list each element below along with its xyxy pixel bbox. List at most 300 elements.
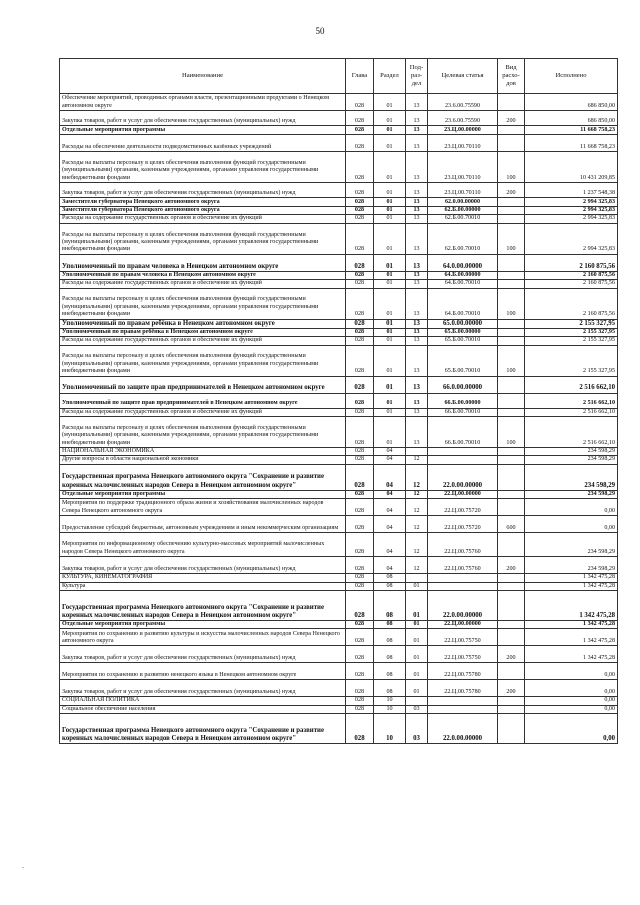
row-executed: 0,00 [525,499,618,516]
row-expense-type [498,629,525,646]
row-chapter: 028 [346,198,374,207]
row-subsection: 01 [406,621,428,629]
row-executed: 2 994 325,83 [525,223,618,254]
row-executed: 0,00 [525,680,618,697]
row-executed: 2 155 327,95 [525,345,618,376]
row-name: Мероприятия по сохранению и развитию культуры и искусства малочисленных народов Севера Ненецкого автономного округа [60,629,346,646]
row-chapter: 028 [346,328,374,336]
row-expense-type: 100 [498,223,525,254]
row-expense-type [498,215,525,223]
row-target-article: 66.Б.00.70010 [428,417,498,448]
table-row [60,557,618,574]
row-target-article [428,582,498,590]
row-chapter: 028 [346,697,374,705]
row-name: Закупка товаров, работ и услуг для обеспечения государственных (муниципальных) нужд [60,183,346,198]
row-subsection: 13 [406,328,428,336]
row-chapter: 028 [346,288,374,319]
table-header-row [60,59,618,94]
row-section: 04 [374,533,406,557]
table-row [60,697,618,705]
table-row [60,621,618,629]
row-chapter: 028 [346,345,374,376]
row-name: Расходы на выплаты персоналу в целях обеспечения выполнения функций государственными (муниципальными) органами, казенными учреждениями, органами управления государственными внебюджетными фондами [60,417,346,448]
row-target-article: 62.Б.00.70010 [428,223,498,254]
row-executed: 2 160 875,56 [525,254,618,271]
table-row [60,663,618,680]
row-chapter: 028 [346,152,374,183]
row-target-article: 66.Б.00.70010 [428,408,498,416]
row-subsection: 13 [406,288,428,319]
row-chapter: 028 [346,94,374,111]
row-name: Мероприятия по сохранению и развитию ненецкого языка в Ненецком автономном округе [60,663,346,680]
row-expense-type [498,135,525,152]
row-chapter: 028 [346,646,374,663]
row-expense-type [498,337,525,345]
row-section: 01 [374,183,406,198]
row-subsection [406,574,428,582]
row-expense-type [498,328,525,336]
row-name: Социальное обеспечение населения [60,705,346,713]
row-target-article: 65.Б.00.70010 [428,337,498,345]
row-target-article: 22.Ц.00.75780 [428,663,498,680]
row-target-article: 22.0.00.00000 [428,464,498,490]
row-name: СОЦИАЛЬНАЯ ПОЛИТИКА [60,697,346,705]
row-subsection: 13 [406,376,428,393]
row-subsection: 13 [406,94,428,111]
row-section: 01 [374,280,406,288]
row-chapter: 028 [346,680,374,697]
row-chapter: 028 [346,319,374,328]
row-subsection: 03 [406,705,428,713]
row-target-article: 22.Ц.00.75720 [428,499,498,516]
row-executed: 2 994 325,83 [525,215,618,223]
table-row [60,328,618,336]
row-target-article: 23.6.00.75590 [428,111,498,126]
row-expense-type [498,198,525,207]
row-section: 01 [374,319,406,328]
row-expense-type: 100 [498,417,525,448]
row-chapter: 028 [346,271,374,279]
row-subsection: 01 [406,591,428,621]
table-row [60,280,618,288]
row-target-article: 22.Ц.00.00000 [428,621,498,629]
row-chapter: 028 [346,215,374,223]
row-expense-type [498,697,525,705]
row-subsection: 13 [406,319,428,328]
row-expense-type: 200 [498,680,525,697]
row-name: Расходы на выплаты персоналу в целях обеспечения выполнения функций государственными (муниципальными) органами, казенными учреждениями, органами управления государственными внебюджетными фондами [60,223,346,254]
table-row [60,393,618,408]
row-executed: 2 155 327,95 [525,337,618,345]
row-chapter: 028 [346,207,374,215]
row-chapter: 028 [346,417,374,448]
row-name: Уполномоченный по правам человека в Ненецком автономном округе [60,254,346,271]
row-section: 01 [374,94,406,111]
row-executed: 234 598,29 [525,557,618,574]
table-row [60,288,618,319]
row-target-article: 22.Ц.00.75760 [428,557,498,574]
row-name: Отдельные мероприятия программы [60,490,346,498]
row-subsection [406,448,428,456]
row-name: КУЛЬТУРА, КИНЕМАТОГРАФИЯ [60,574,346,582]
table-row [60,337,618,345]
row-target-article [428,697,498,705]
row-expense-type: 100 [498,345,525,376]
row-name: Культура [60,582,346,590]
row-chapter: 028 [346,499,374,516]
row-name: Уполномоченный по правам человека в Ненецком автономном округе [60,271,346,279]
row-chapter: 028 [346,111,374,126]
row-executed: 234 598,29 [525,456,618,464]
row-section: 01 [374,417,406,448]
table-row [60,94,618,111]
row-name: Уполномоченный по правам ребёнка в Ненецком автономном округе [60,328,346,336]
row-subsection [406,697,428,705]
row-name: Государственная программа Ненецкого автономного округа "Сохранение и развитие коренных малочисленных народов Севера в Ненецком автономном округе" [60,464,346,490]
row-subsection: 12 [406,533,428,557]
table-row [60,417,618,448]
table-row [60,215,618,223]
table-row [60,448,618,456]
row-executed: 0,00 [525,697,618,705]
row-chapter: 028 [346,183,374,198]
row-section: 01 [374,152,406,183]
row-expense-type [498,705,525,713]
row-executed: 1 342 475,28 [525,574,618,582]
row-chapter: 028 [346,705,374,713]
row-target-article: 23.Ц.00.70110 [428,152,498,183]
row-section: 01 [374,135,406,152]
header-chapter: Глава [346,59,374,94]
row-target-article: 22.Ц.00.75720 [428,516,498,533]
row-subsection: 13 [406,337,428,345]
budget-execution-table [59,58,618,744]
row-executed: 2 994 325,83 [525,198,618,207]
row-subsection: 13 [406,393,428,408]
row-target-article [428,574,498,582]
row-expense-type: 200 [498,646,525,663]
row-target-article: 64.Б.00.70010 [428,280,498,288]
table-row [60,135,618,152]
row-expense-type [498,207,525,215]
row-subsection: 13 [406,207,428,215]
table-row [60,499,618,516]
row-section: 08 [374,591,406,621]
row-name: Отдельные мероприятия программы [60,621,346,629]
row-executed: 0,00 [525,705,618,713]
row-executed: 234 598,29 [525,464,618,490]
row-name: Обеспечение мероприятий, проводимых органами власти, презентационными продуктами о Ненецком автономном округе [60,94,346,111]
row-executed: 1 237 548,38 [525,183,618,198]
row-chapter: 028 [346,591,374,621]
row-chapter: 028 [346,337,374,345]
row-target-article: 64.0.00.00000 [428,254,498,271]
margin-mark: . [22,861,24,870]
row-subsection: 12 [406,490,428,498]
row-expense-type [498,490,525,498]
row-subsection: 13 [406,135,428,152]
table-row [60,591,618,621]
row-name: Закупка товаров, работ и услуг для обеспечения государственных (муниципальных) нужд [60,680,346,697]
row-section: 01 [374,393,406,408]
row-executed: 2 994 325,83 [525,207,618,215]
row-name: Предоставление субсидий бюджетным, автономным учреждениям и иным некоммерческим организациям [60,516,346,533]
row-executed: 2 160 875,56 [525,288,618,319]
row-name: Закупка товаров, работ и услуг для обеспечения государственных (муниципальных) нужд [60,646,346,663]
table-row [60,152,618,183]
row-target-article: 22.Ц.00.75750 [428,646,498,663]
row-target-article: 66.0.00.00000 [428,376,498,393]
row-chapter: 028 [346,393,374,408]
table-row [60,456,618,464]
table-row [60,714,618,744]
row-section: 10 [374,714,406,744]
row-target-article [428,705,498,713]
table-row [60,223,618,254]
row-expense-type [498,280,525,288]
row-chapter: 028 [346,376,374,393]
row-section: 08 [374,646,406,663]
row-target-article: 62.Б.00.70010 [428,215,498,223]
row-executed: 1 342 475,28 [525,591,618,621]
table-row [60,271,618,279]
row-name: Расходы на содержание государственных органов и обеспечение их функций [60,215,346,223]
table-row [60,516,618,533]
row-target-article: 22.Ц.00.75780 [428,680,498,697]
row-subsection: 03 [406,714,428,744]
row-chapter: 028 [346,456,374,464]
row-target-article [428,448,498,456]
row-executed: 0,00 [525,516,618,533]
row-chapter: 028 [346,629,374,646]
header-subsection: Под- раз- дел [406,59,428,94]
row-executed: 1 342 475,28 [525,629,618,646]
row-chapter: 028 [346,516,374,533]
row-name: Государственная программа Ненецкого автономного округа "Сохранение и развитие коренных малочисленных народов Севера в Ненецком автономном округе" [60,591,346,621]
row-name: Уполномоченный по правам ребёнка в Ненецком автономном округе [60,319,346,328]
table-row [60,574,618,582]
row-section: 10 [374,705,406,713]
row-chapter: 028 [346,408,374,416]
row-section: 01 [374,111,406,126]
table-row [60,126,618,135]
row-subsection: 12 [406,557,428,574]
row-target-article: 65.Б.00.00000 [428,328,498,336]
row-target-article: 65.Б.00.70010 [428,345,498,376]
row-target-article: 65.0.00.00000 [428,319,498,328]
row-target-article: 62.Б.00.00000 [428,207,498,215]
row-name: Отдельные мероприятия программы [60,126,346,135]
table-row [60,183,618,198]
row-expense-type: 100 [498,288,525,319]
table-row [60,207,618,215]
row-executed: 2 155 327,95 [525,319,618,328]
row-section: 04 [374,557,406,574]
row-chapter: 028 [346,714,374,744]
row-section: 04 [374,448,406,456]
row-executed: 2 160 875,56 [525,280,618,288]
table-row [60,646,618,663]
row-chapter: 028 [346,490,374,498]
row-target-article: 62.0.00.00000 [428,198,498,207]
row-executed: 686 850,00 [525,111,618,126]
row-section: 01 [374,223,406,254]
row-target-article: 22.Ц.00.75760 [428,533,498,557]
row-executed: 11 668 758,23 [525,135,618,152]
row-executed: 2 516 662,10 [525,393,618,408]
row-subsection: 13 [406,345,428,376]
row-section: 01 [374,345,406,376]
row-section: 04 [374,490,406,498]
table-row [60,254,618,271]
row-section: 04 [374,499,406,516]
header-expense-type: Вид расхо- дов [498,59,525,94]
row-expense-type [498,582,525,590]
row-executed: 234 598,29 [525,533,618,557]
row-section: 01 [374,328,406,336]
row-section: 08 [374,680,406,697]
row-executed: 1 342 475,28 [525,646,618,663]
row-target-article: 22.Ц.00.75750 [428,629,498,646]
row-subsection: 01 [406,629,428,646]
row-name: Расходы на обеспечение деятельности подведомственных казённых учреждений [60,135,346,152]
row-section: 01 [374,376,406,393]
table-row [60,111,618,126]
row-section: 04 [374,516,406,533]
table-row [60,345,618,376]
row-name: Закупка товаров, работ и услуг для обеспечения государственных (муниципальных) нужд [60,557,346,574]
row-chapter: 028 [346,448,374,456]
table-row [60,408,618,416]
row-executed: 2 516 662,10 [525,408,618,416]
row-executed: 2 160 875,56 [525,271,618,279]
row-name: Расходы на содержание государственных органов и обеспечение их функций [60,337,346,345]
row-expense-type [498,319,525,328]
row-executed: 2 516 662,10 [525,417,618,448]
row-subsection: 13 [406,223,428,254]
row-expense-type [498,574,525,582]
header-section: Раздел [374,59,406,94]
row-chapter: 028 [346,582,374,590]
row-expense-type [498,591,525,621]
row-subsection: 01 [406,680,428,697]
row-expense-type [498,376,525,393]
table-row [60,705,618,713]
row-chapter: 028 [346,621,374,629]
row-subsection: 12 [406,499,428,516]
row-expense-type [498,448,525,456]
row-name: НАЦИОНАЛЬНАЯ ЭКОНОМИКА [60,448,346,456]
row-name: Государственная программа Ненецкого автономного округа "Сохранение и развитие коренных малочисленных народов Севера в Ненецком автономном округе" [60,714,346,744]
row-expense-type [498,499,525,516]
row-expense-type [498,254,525,271]
row-name: Другие вопросы в области национальной экономики [60,456,346,464]
row-executed: 2 155 327,95 [525,328,618,336]
row-subsection: 13 [406,408,428,416]
row-subsection: 13 [406,198,428,207]
row-expense-type [498,271,525,279]
row-section: 04 [374,456,406,464]
row-target-article: 66.Б.00.00000 [428,393,498,408]
row-subsection: 13 [406,271,428,279]
row-section: 08 [374,621,406,629]
row-name: Уполномоченный по защите прав предпринимателей в Ненецком автономном округе [60,393,346,408]
row-section: 01 [374,337,406,345]
row-executed: 0,00 [525,663,618,680]
row-executed: 2 516 662,10 [525,376,618,393]
row-section: 10 [374,697,406,705]
row-target-article [428,456,498,464]
row-chapter: 028 [346,557,374,574]
row-target-article: 23.Ц.00.70110 [428,183,498,198]
row-subsection: 01 [406,646,428,663]
row-subsection: 13 [406,254,428,271]
row-expense-type [498,621,525,629]
row-name: Расходы на выплаты персоналу в целях обеспечения выполнения функций государственными (муниципальными) органами, казенными учреждениями, органами управления государственными внебюджетными фондами [60,152,346,183]
row-expense-type [498,533,525,557]
row-subsection: 13 [406,152,428,183]
row-chapter: 028 [346,223,374,254]
row-expense-type: 600 [498,516,525,533]
row-section: 01 [374,254,406,271]
row-expense-type [498,393,525,408]
row-subsection: 13 [406,417,428,448]
table-row [60,680,618,697]
row-section: 08 [374,574,406,582]
row-name: Заместители губернатора Ненецкого автономного округа [60,198,346,207]
row-subsection: 13 [406,215,428,223]
row-chapter: 028 [346,464,374,490]
row-subsection: 13 [406,280,428,288]
row-section: 01 [374,126,406,135]
header-target-article: Целевая статья [428,59,498,94]
row-subsection: 13 [406,111,428,126]
table-row [60,319,618,328]
row-section: 08 [374,582,406,590]
row-executed: 10 431 209,85 [525,152,618,183]
row-chapter: 028 [346,254,374,271]
row-executed: 1 342 475,28 [525,621,618,629]
page-number: 50 [315,26,325,36]
row-target-article: 23.Ц.00.70110 [428,135,498,152]
table-row [60,490,618,498]
row-chapter: 028 [346,280,374,288]
row-section: 08 [374,629,406,646]
row-target-article: 64.Б.00.70010 [428,288,498,319]
row-section: 01 [374,288,406,319]
row-expense-type [498,408,525,416]
row-section: 01 [374,271,406,279]
row-expense-type [498,663,525,680]
row-target-article: 23.Ц.00.00000 [428,126,498,135]
row-expense-type [498,94,525,111]
table-row [60,464,618,490]
row-expense-type [498,456,525,464]
row-expense-type [498,464,525,490]
row-name: Уполномоченный по защите прав предпринимателей в Ненецком автономном округе [60,376,346,393]
row-expense-type: 200 [498,111,525,126]
row-subsection: 01 [406,663,428,680]
row-target-article: 22.Ц.00.00000 [428,490,498,498]
header-name: Наименование [60,59,346,94]
row-name: Мероприятия по поддержке традиционного образа жизни и хозяйствования малочисленных народов Севера Ненецкого автономного округа [60,499,346,516]
row-target-article: 64.Б.00.00000 [428,271,498,279]
row-section: 01 [374,207,406,215]
row-target-article: 22.0.00.00000 [428,714,498,744]
row-subsection: 12 [406,516,428,533]
row-subsection: 01 [406,582,428,590]
row-expense-type: 200 [498,183,525,198]
